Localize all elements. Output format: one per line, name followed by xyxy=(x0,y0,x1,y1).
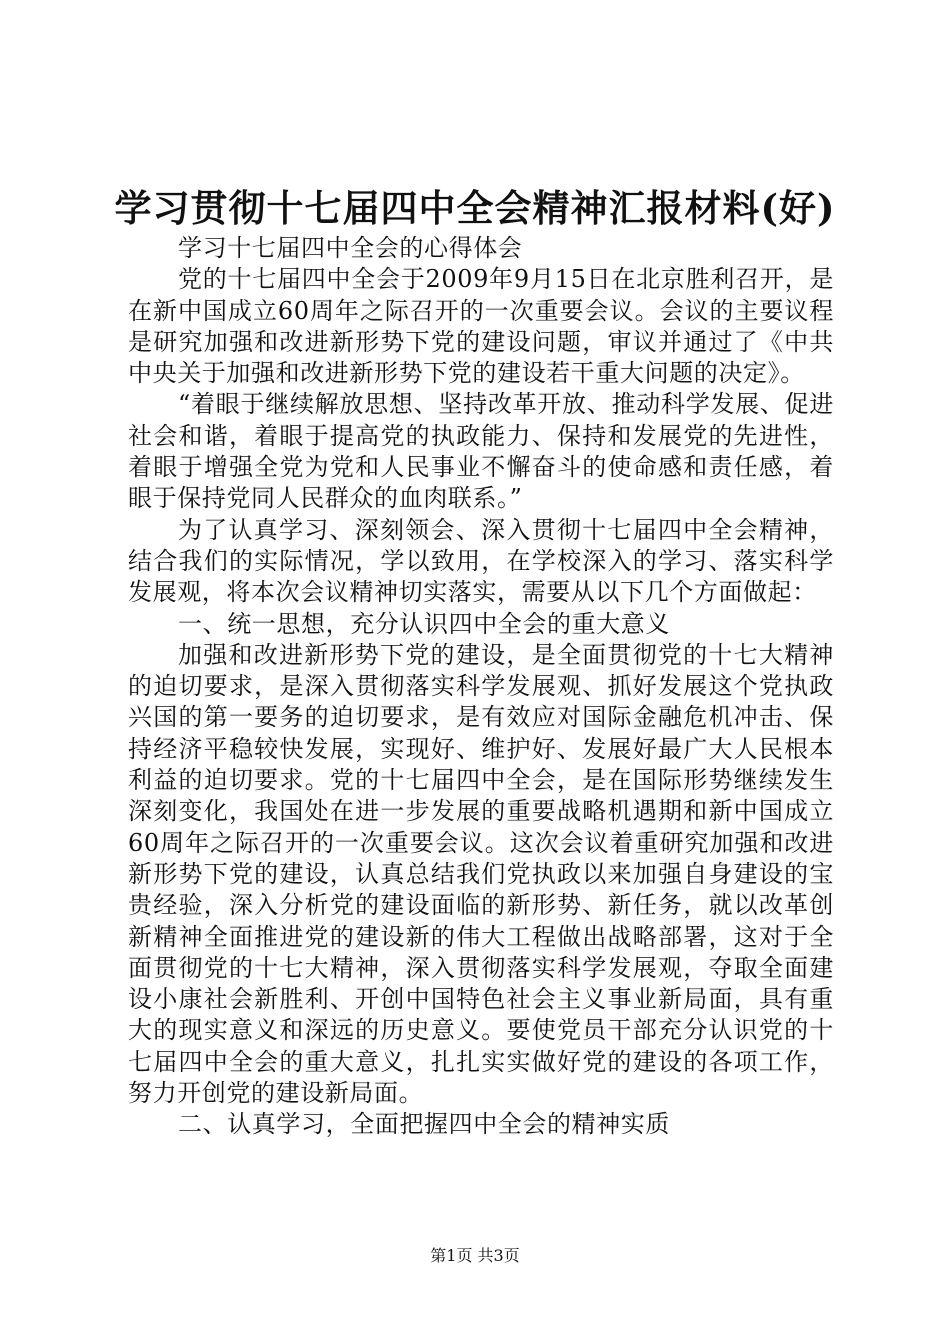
paragraph-intro: 党的十七届四中全会于2009年9月15日在北京胜利召开，是在新中国成立60周年之际召开的一次重要会议。会议的主要议程是研究加强和改进新形势下党的建设问题，审议并通过了《中共中央关于加强和改进新形势下党的建设若干重大问题的决定》。 xyxy=(128,265,834,388)
document-body xyxy=(128,233,834,1141)
section-heading-2: 二、认真学习，全面把握四中全会的精神实质 xyxy=(178,1110,670,1139)
paragraph-quote: “着眼于继续解放思想、坚持改革开放、推动科学发展、促进社会和谐，着眼于提高党的执政能力、保持和发展党的先进性，着眼于增强全党为党和人民事业不懈奋斗的使命感和责任感，着眼于保持党同人民群众的血肉联系。” xyxy=(128,390,834,513)
page-footer: 第1页 共3页 xyxy=(430,1246,520,1265)
paragraph-subtitle: 学习十七届四中全会的心得体会 xyxy=(178,234,523,262)
paragraph-purpose: 为了认真学习、深刻领会、深入贯彻十七届四中全会精神，结合我们的实际情况，学以致用，在学校深入的学习、落实科学发展观，将本次会议精神切实落实，需要从以下几个方面做起： xyxy=(128,515,834,607)
paragraph-section-1: 加强和改进新形势下党的建设，是全面贯彻党的十七大精神的迫切要求，是深入贯彻落实科学发展观、抓好发展这个党执政兴国的第一要务的迫切要求，是有效应对国际金融危机冲击、保持经济平稳较快发展，实现好、维护好、发展好最广大人民根本利益的迫切要求。党的十七届四中全会，是在国际形势继续发生深刻变化，我国处在进一步发展的重要战略机遇期和新中国成立60周年之际召开的一次重要会议。这次会议着重研究加强和改进新形势下党的建设，认真总结我们党执政以来加强自身建设的宝贵经验，深入分析党的建设面临的新形势、新任务，就以改革创新精神全面推进党的建设新的伟大工程做出战略部署，这对于全面贯彻党的十七大精神，深入贯彻落实科学发展观，夺取全面建设小康社会新胜利、开创中国特色社会主义事业新局面，具有重大的现实意义和深远的历史意义。要使党员干部充分认识党的十七届四中全会的重大意义，扎扎实实做好党的建设的各项工作，努力开创党的建设新局面。 xyxy=(128,640,834,1108)
section-heading-1: 一、统一思想，充分认识四中全会的重大意义 xyxy=(178,609,670,638)
document-title: 学习贯彻十七届四中全会精神汇报材料(好) xyxy=(114,186,836,230)
